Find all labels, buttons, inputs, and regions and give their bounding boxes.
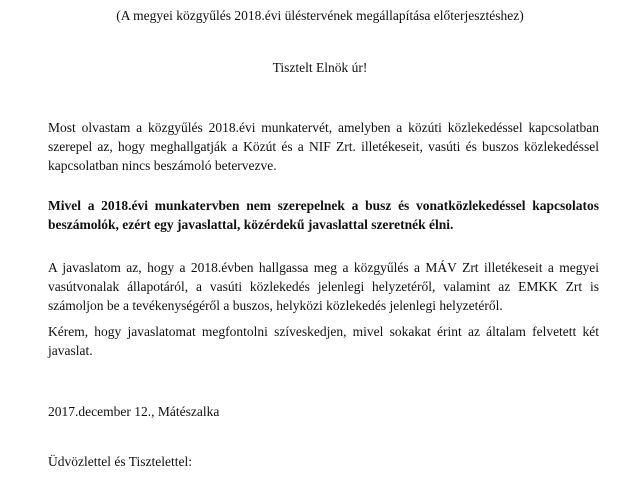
closing: Üdvözlettel és Tisztelettel: (48, 454, 192, 469)
paragraph-4: Kérem, hogy javaslatomat megfontolni szíveskedjen, mivel sokakat érint az általam felvetett két javaslat. (48, 324, 599, 358)
paragraph-2-bold: Mivel a 2018.évi munkatervben nem szerepelnek a busz és vonatközlekedéssel kapcsolatos beszámolók, ezért egy javaslattal, közérdekű javaslattal szeretnék élni. (48, 198, 599, 232)
paragraph-3: A javaslatom az, hogy a 2018.évben hallgassa meg a közgyűlés a MÁV Zrt illetékeseit a megyei vasútvonalak állapotáról, a vasúti közlekedés jelenlegi helyzetéről, valamint az EMKK Zrt is számoljon be a tevékenységéről a buszos, helyközi közlekedés jelenlegi helyzetéről. (48, 260, 599, 313)
salutation: Tisztelt Elnök úr! (272, 60, 368, 75)
date-place: 2017.december 12., Mátészalka (48, 404, 220, 419)
paragraph-1: Most olvastam a közgyűlés 2018.évi munkatervét, amelyben a közúti közlekedéssel kapcsolatban szerepel az, hogy meghallgatják a Közút és a NIF Zrt. illetékeseit, vasúti és buszos közlekedéssel kapcsolatban nincs beszámoló betervezve. (48, 120, 599, 173)
header-note: (A megyei közgyűlés 2018.évi üléstervének megállapítása előterjesztéshez) (116, 8, 524, 23)
